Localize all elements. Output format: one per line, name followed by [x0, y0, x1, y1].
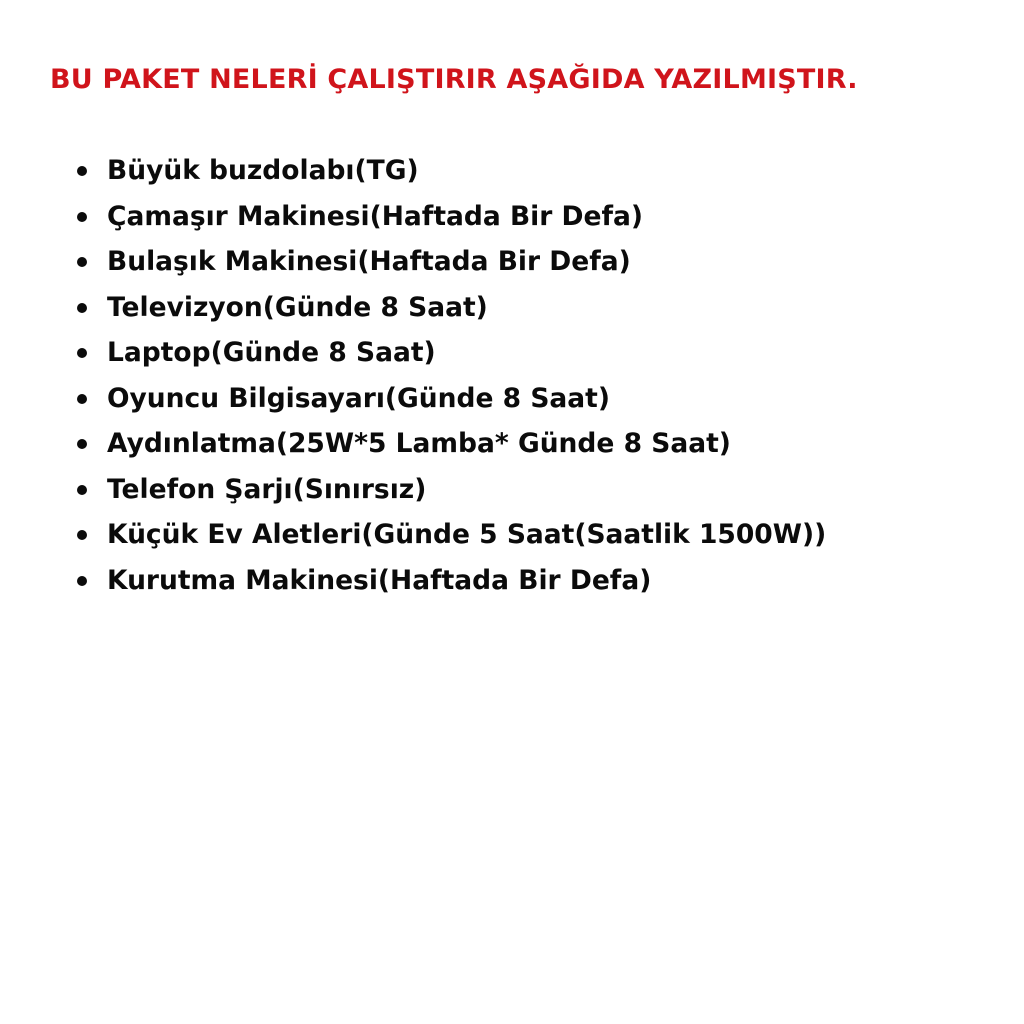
page-heading: BU PAKET NELERİ ÇALIŞTIRIR AŞAĞIDA YAZILMIŞTIR. [50, 64, 858, 95]
list-item-label: Bulaşık Makinesi(Haftada Bir Defa) [107, 246, 631, 277]
bullet-icon [77, 530, 87, 540]
bullet-icon [77, 257, 87, 267]
list-item [70, 239, 826, 285]
list-item [70, 376, 826, 422]
list-item-label: Laptop(Günde 8 Saat) [107, 337, 436, 368]
bullet-icon [77, 212, 87, 222]
list-item-label: Telefon Şarjı(Sınırsız) [107, 473, 427, 505]
list-item-label: Küçük Ev Aletleri(Günde 5 Saat(Saatlik 1500W)) [107, 519, 827, 550]
list-item-label: Büyük buzdolabı(TG) [107, 155, 419, 186]
list-item-label: Oyuncu Bilgisayarı(Günde 8 Saat) [107, 382, 610, 414]
list-item-label: Kurutma Makinesi(Haftada Bir Defa) [107, 564, 652, 596]
list-item [70, 330, 826, 376]
list-item [70, 148, 826, 194]
list-item [70, 558, 826, 604]
bullet-icon [77, 439, 87, 449]
bullet-icon [77, 394, 87, 404]
list-item [70, 194, 826, 240]
list-item-label: Aydınlatma(25W*5 Lamba* Günde 8 Saat) [107, 428, 731, 459]
list-item-label: Televizyon(Günde 8 Saat) [107, 291, 488, 323]
list-item [70, 512, 826, 558]
list-item [70, 421, 826, 467]
appliance-list [70, 148, 826, 603]
bullet-icon [77, 485, 87, 495]
bullet-icon [77, 303, 87, 313]
list-item [70, 467, 826, 513]
list-item-label: Çamaşır Makinesi(Haftada Bir Defa) [107, 200, 644, 232]
list-item [70, 285, 826, 331]
bullet-icon [77, 576, 87, 586]
bullet-icon [77, 348, 87, 358]
bullet-icon [77, 166, 87, 176]
